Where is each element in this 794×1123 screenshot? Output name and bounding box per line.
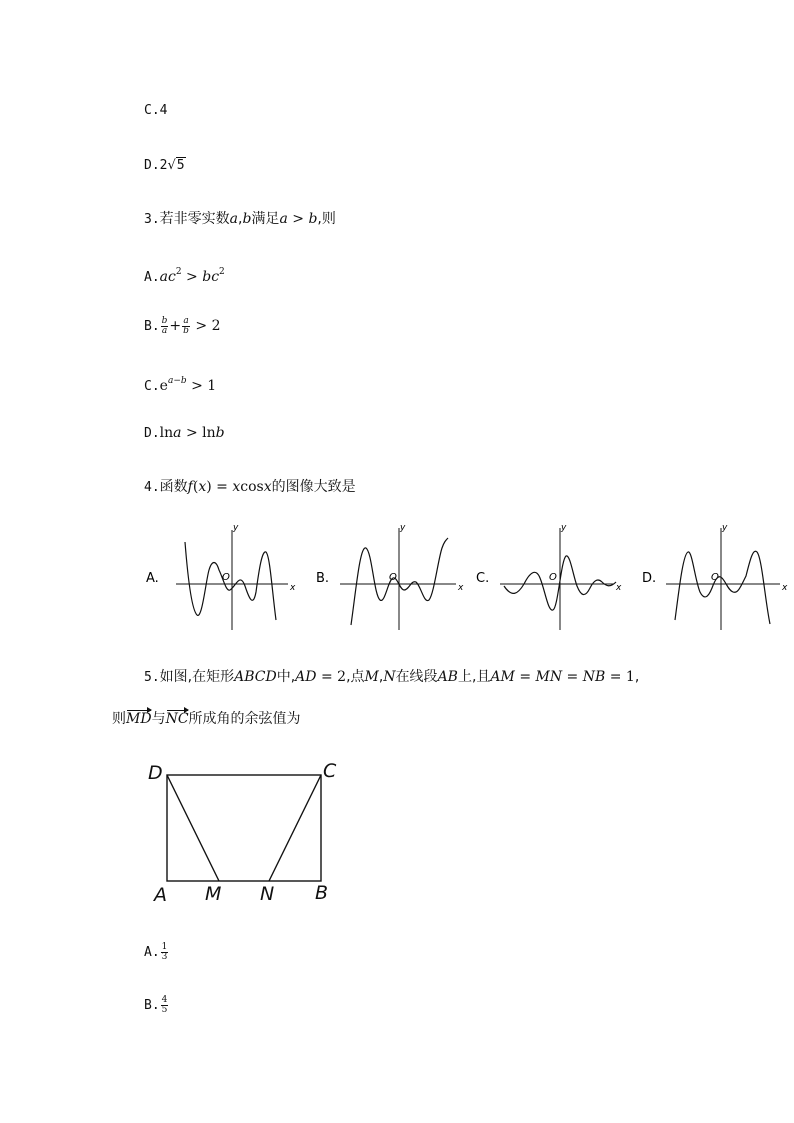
label-b: B <box>315 882 329 904</box>
q3-option-d: D.lna > lnb <box>144 425 225 441</box>
q3-option-b: B. $\frac{b}{a}$ + $\frac{a}{b}$ > 2 <box>144 315 221 336</box>
vector-md: MD <box>126 711 152 727</box>
q5-stem-line1: 5.如图,在矩形ABCD中,AD = 2,点M,N在线段AB上,且AM = MN = NB = 1, <box>144 669 640 685</box>
q3-stem: 3.若非零实数a,b满足a > b,则 <box>144 211 336 227</box>
svg-text:A.: A. <box>146 571 159 586</box>
svg-text:C.: C. <box>476 571 490 586</box>
fraction-b-over-a: $\frac{b}{a}$ <box>161 315 168 336</box>
graph-option-c[interactable] <box>476 523 622 630</box>
svg-text:D.: D. <box>642 571 657 586</box>
label-n: N <box>260 883 275 905</box>
q2-option-d: D.2√5 <box>144 158 185 173</box>
vector-nc: NC <box>165 711 189 727</box>
svg-text:y: y <box>561 523 567 533</box>
label-m: M <box>205 883 222 905</box>
q3-option-c: $C.e^{a-b} > 1$ <box>144 376 217 394</box>
q5-rectangle-figure <box>140 758 380 908</box>
graph-d-curve <box>675 551 770 624</box>
svg-text:x: x <box>782 583 788 593</box>
segment-nc <box>269 775 321 881</box>
svg-text:x: x <box>458 583 464 593</box>
svg-text:x: x <box>290 583 296 593</box>
segment-md <box>167 775 219 881</box>
graph-option-a[interactable] <box>146 523 296 630</box>
q5-option-a: A. $\frac{1}{3}$ <box>144 941 168 962</box>
graph-a-curve <box>185 542 276 620</box>
svg-text:B.: B. <box>316 571 330 586</box>
svg-text:O: O <box>222 572 230 583</box>
svg-text:x: x <box>616 583 622 593</box>
graph-option-d[interactable] <box>642 523 788 630</box>
svg-text:O: O <box>549 572 557 583</box>
svg-text:y: y <box>400 523 406 533</box>
q3-option-a: $A.ac^2 > bc^2$ <box>144 267 225 285</box>
q5-stem-line2: 则MD与NC所成角的余弦值为 <box>112 711 301 727</box>
q4-graph-options <box>0 520 794 660</box>
rectangle-abcd <box>167 775 321 881</box>
q2-option-c: C.4 <box>144 103 168 118</box>
fraction-a-over-b: $\frac{a}{b}$ <box>183 315 189 336</box>
svg-text:O: O <box>711 572 719 583</box>
label-c: C <box>323 760 337 782</box>
svg-text:O: O <box>389 572 397 583</box>
label-a: A <box>154 884 167 906</box>
q5-option-b: B. $\frac{4}{5}$ <box>144 994 168 1015</box>
label-d: D <box>148 762 163 784</box>
svg-text:y: y <box>722 523 728 533</box>
graph-option-b[interactable] <box>316 523 464 630</box>
svg-text:y: y <box>233 523 239 533</box>
q4-stem: 4.函数f(x) = xcosx的图像大致是 <box>144 479 356 495</box>
fraction-four-fifths: $\frac{4}{5}$ <box>161 994 168 1015</box>
fraction-one-third: $\frac{1}{3}$ <box>161 941 168 962</box>
